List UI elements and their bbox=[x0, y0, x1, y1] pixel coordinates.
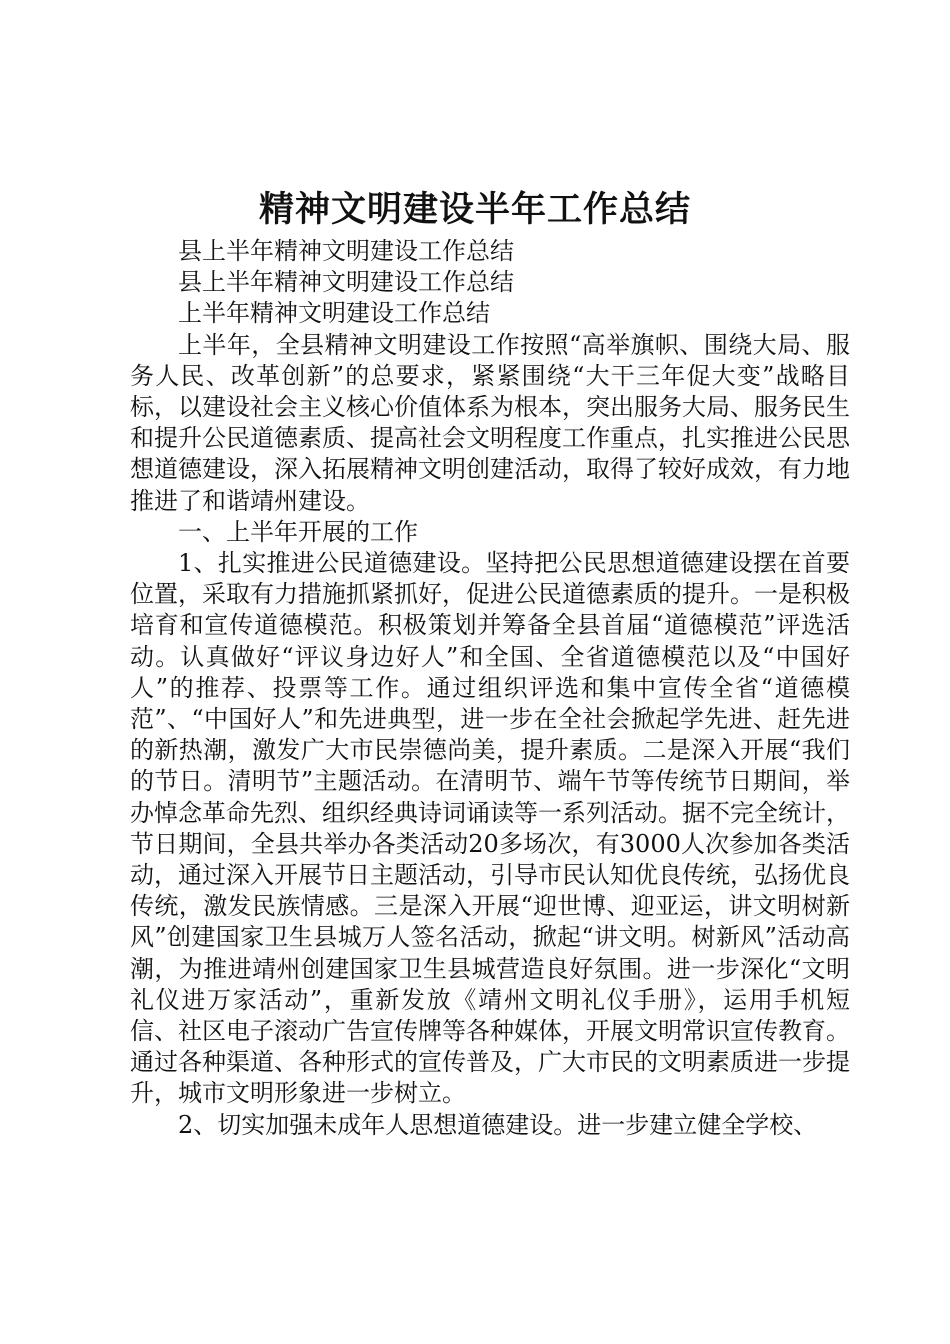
section-heading: 一、上半年开展的工作 bbox=[178, 517, 418, 546]
body-paragraph: 上半年，全县精神文明建设工作按照“高举旗帜、围绕大局、服务人民、改革创新”的总要求，紧紧围绕“大干三年促大变”战略目标，以建设社会主义核心价值体系为根本，突出服务大局、服务民生和提升公民道德素质、提高社会文明程度工作重点，扎实推进公民思想道德建设，深入拓展精神文明创建活动，取得了较好成效，有力地推进了和谐靖州建设。 bbox=[130, 330, 850, 515]
document-title: 精神文明建设半年工作总结 bbox=[258, 189, 691, 230]
body-paragraph: 2、切实加强未成年人思想道德建设。进一步建立健全学校、 bbox=[178, 1110, 818, 1139]
subtitle-line: 县上半年精神文明建设工作总结 bbox=[178, 268, 514, 297]
subtitle-line: 县上半年精神文明建设工作总结 bbox=[178, 237, 514, 265]
document-body bbox=[130, 236, 850, 1141]
subtitle-line: 上半年精神文明建设工作总结 bbox=[178, 299, 490, 328]
body-paragraph: 1、扎实推进公民道德建设。坚持把公民思想道德建设摆在首要位置，采取有力措施抓紧抓好，促进公民道德素质的提升。一是积极培育和宣传道德模范。积极策划并筹备全县首届“道德模范”评选活动。认真做好“评议身边好人”和全国、全省道德模范以及“中国好人”的推荐、投票等工作。通过组织评选和集中宣传全省“道德模范”、“中国好人”和先进典型，进一步在全社会掀起学先进、赶先进的新热潮，激发广大市民崇德尚美，提升素质。二是深入开展“我们的节日。清明节”主题活动。在清明节、端午节等传统节日期间，举办悼念革命先烈、组织经典诗词诵读等一系列活动。据不完全统计，节日期间，全县共举办各类活动20多场次，有3000人次参加各类活动，通过深入开展节日主题活动，引导市民认知优良传统，弘扬优良传统，激发民族情感。三是深入开展“迎世博、迎亚运，讲文明树新风”创建国家卫生县城万人签名活动，掀起“讲文明。树新风”活动高潮，为推进靖州创建国家卫生县城营造良好氛围。进一步深化“文明礼仪进万家活动”，重新发放《靖州文明礼仪手册》，运用手机短信、社区电子滚动广告宣传牌等各种媒体，开展文明常识宣传教育。通过各种渠道、各种形式的宣传普及，广大市民的文明素质进一步提升，城市文明形象进一步树立。 bbox=[130, 549, 850, 1108]
